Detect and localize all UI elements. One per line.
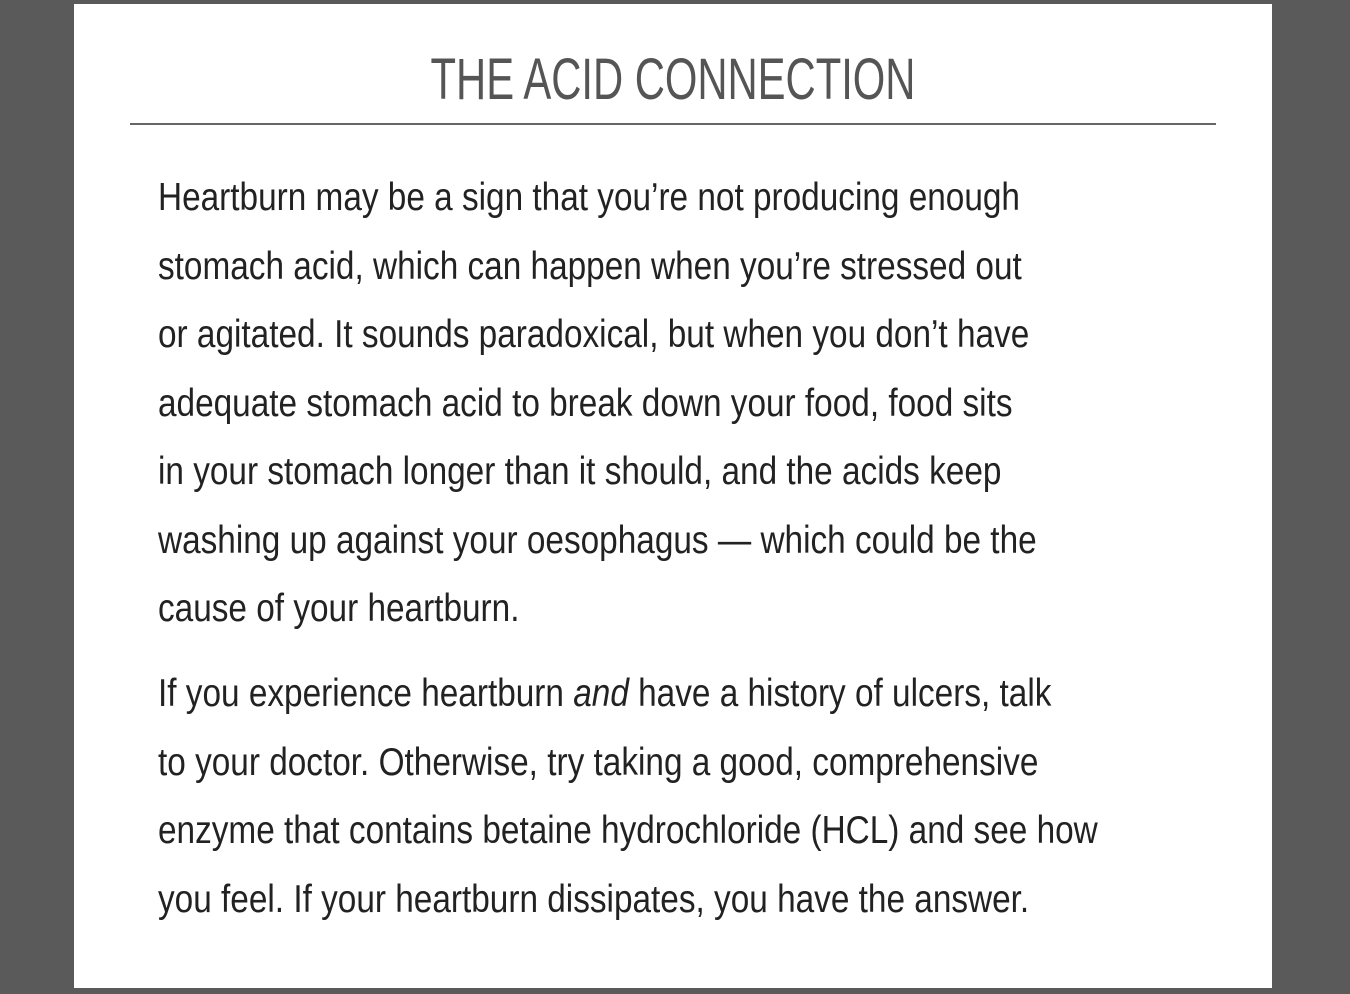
text-line: enzyme that contains betaine hydrochloride (HCL) and see how [158, 809, 1098, 852]
text-line: washing up against your oesophagus — which could be the [158, 518, 1037, 562]
text-line [158, 660, 1052, 729]
text-segment: have a history of ulcers, talk [628, 672, 1052, 715]
text-line: Heartburn may be a sign that you’re not producing enough [158, 176, 1020, 219]
text-line: or agitated. It sounds paradoxical, but when you don’t have [158, 313, 1030, 356]
text-line: cause of your heartburn. [158, 587, 520, 630]
text-line: stomach acid, which can happen when you’re stressed out [158, 244, 1022, 288]
emphasis-text: and [573, 672, 629, 715]
paragraph-2 [158, 660, 1189, 934]
text-line: adequate stomach acid to break down your food, food sits [158, 381, 1013, 425]
text-line: in your stomach longer than it should, and the acids keep [158, 450, 1002, 493]
paragraph-1 [158, 164, 1189, 644]
text-segment: If you experience heartburn [158, 672, 574, 715]
sidebar-box [74, 4, 1272, 988]
title-divider [130, 123, 1216, 125]
text-line: you feel. If your heartburn dissipates, you have the answer. [158, 877, 1030, 921]
sidebar-title: THE ACID CONNECTION [430, 47, 916, 112]
text-line: to your doctor. Otherwise, try taking a good, comprehensive [158, 740, 1039, 784]
